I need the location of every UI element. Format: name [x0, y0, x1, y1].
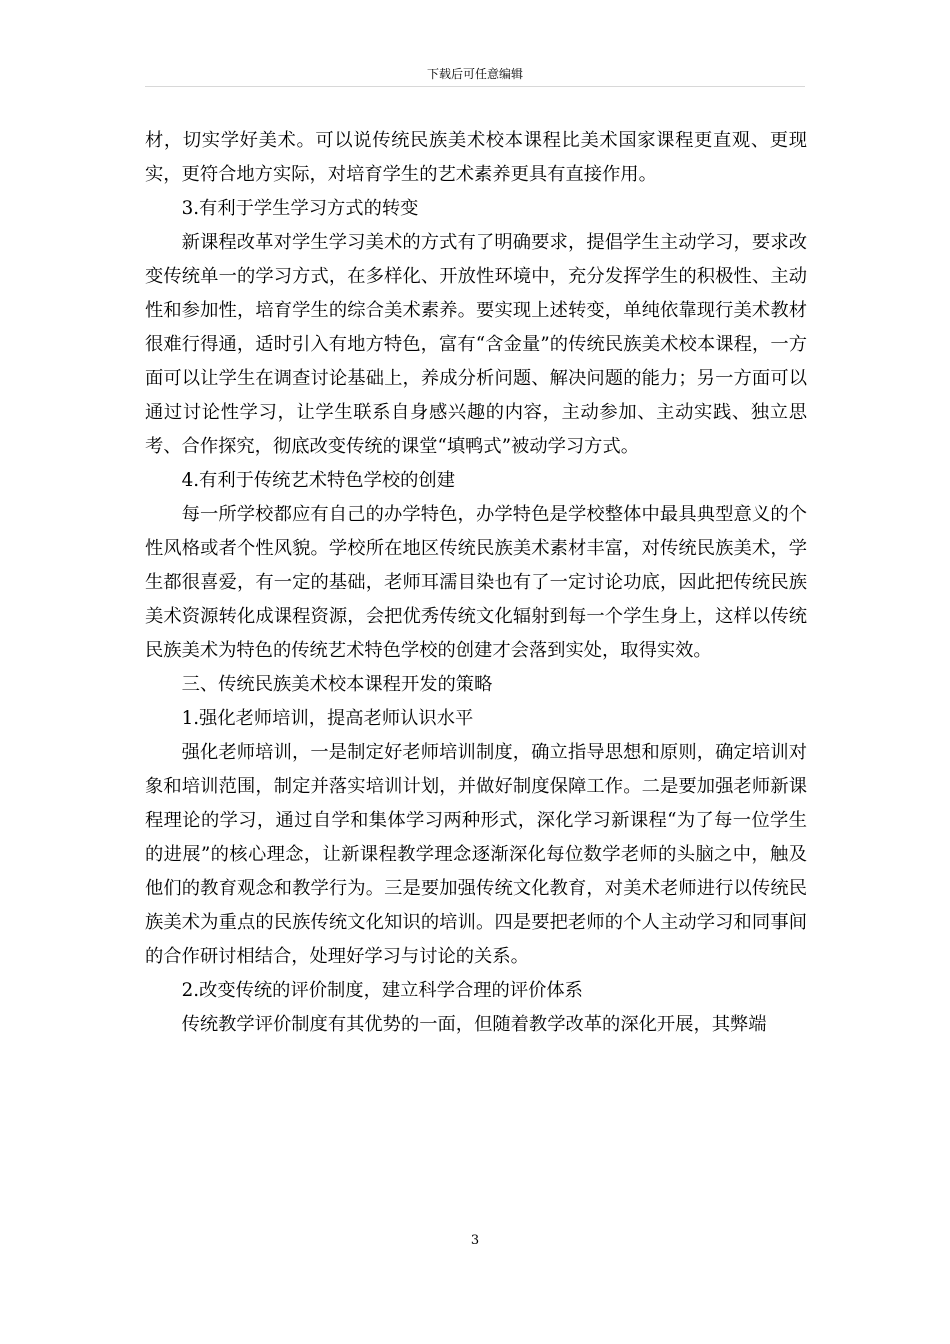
subheading-3: 3.有利于学生学习方式的转变: [181, 198, 419, 219]
paragraph-1: 材，切实学好美术。可以说传统民族美术校本课程比美术国家课程更直观、更现实，更符合地方实际，对培育学生的艺术素养更具有直接作用。: [145, 130, 807, 185]
subheading-strategy-1: 1.强化老师培训，提高老师认识水平: [181, 708, 474, 729]
paragraph-teacher-training: 强化老师培训，一是制定好老师培训制度，确立指导思想和原则，确定培训对象和培训范围，制定并落实培训计划，并做好制度保障工作。二是要加强老师新课程理论的学习，通过自学和集体学习两种形式，深化学习新课程“为了每一位学生的进展”的核心理念，让新课程教学理念逐渐深化每位数学老师的头脑之中，触及他们的教育观念和教学行为。三是要加强传统文化教育，对美术老师进行以传统民族美术为重点的民族传统文化知识的培训。四是要把老师的个人主动学习和同事间的合作研讨相结合，处理好学习与讨论的关系。: [145, 742, 807, 967]
section-heading-3: 三、传统民族美术校本课程开发的策略: [181, 674, 493, 695]
subheading-strategy-2: 2.改变传统的评价制度，建立科学合理的评价体系: [181, 980, 583, 1001]
paragraph-school-feature: 每一所学校都应有自己的办学特色，办学特色是学校整体中最具典型意义的个性风格或者个性风貌。学校所在地区传统民族美术素材丰富，对传统民族美术，学生都很喜爱，有一定的基础，老师耳濡目染也有了一定讨论功底，因此把传统民族美术资源转化成课程资源，会把优秀传统文化辐射到每一个学生身上，这样以传统民族美术为特色的传统艺术特色学校的创建才会落到实处，取得实效。: [145, 504, 807, 661]
subheading-4: 4.有利于传统艺术特色学校的创建: [181, 470, 455, 491]
header-divider: [145, 86, 805, 87]
page-number: 3: [470, 1233, 480, 1248]
paragraph-evaluation: 传统教学评价制度有其优势的一面，但随着教学改革的深化开展，其弊端: [181, 1014, 767, 1035]
paragraph-learning-style: 新课程改革对学生学习美术的方式有了明确要求，提倡学生主动学习，要求改变传统单一的学习方式，在多样化、开放性环境中，充分发挥学生的积极性、主动性和参加性，培育学生的综合美术素养。要实现上述转变，单纯依靠现行美术教材很难行得通，适时引入有地方特色，富有“含金量”的传统民族美术校本课程，一方面可以让学生在调查讨论基础上，养成分析问题、解决问题的能力；另一方面可以通过讨论性学习，让学生联系自身感兴趣的内容，主动参加、主动实践、独立思考、合作探究，彻底改变传统的课堂“填鸭式”被动学习方式。: [145, 232, 807, 457]
page-header: 下载后可任意编辑: [426, 67, 523, 81]
document-body: [145, 124, 807, 1042]
